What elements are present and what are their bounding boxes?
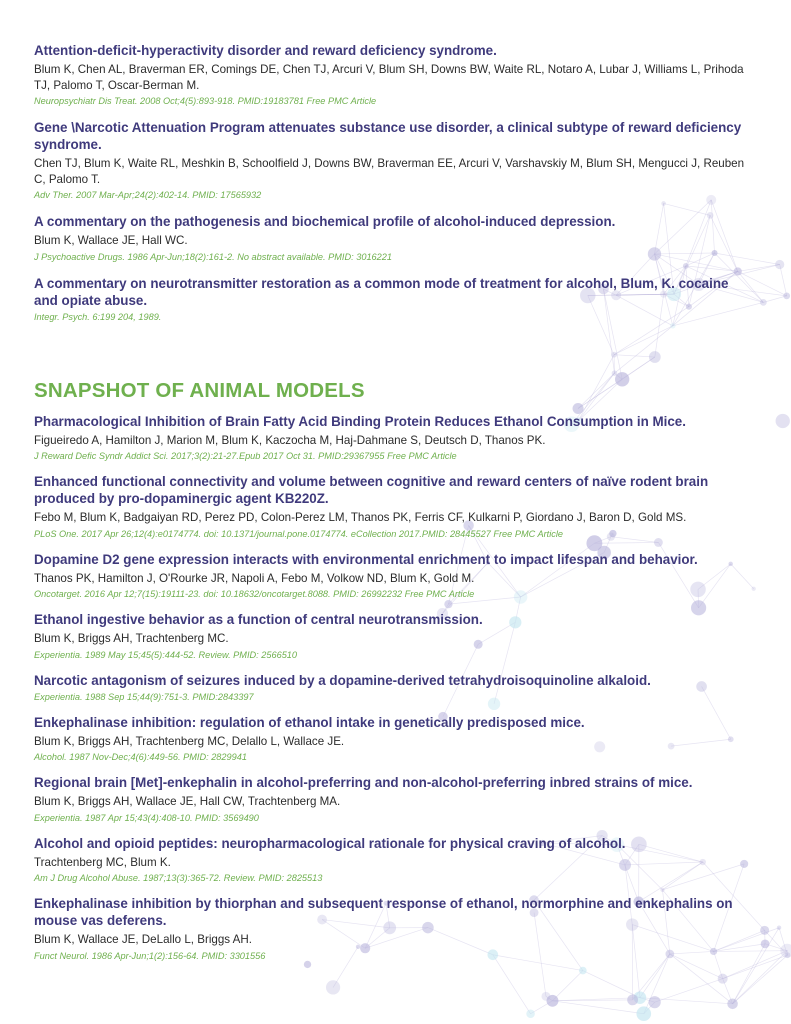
- reference-authors: Blum K, Briggs AH, Trachtenberg MC.: [34, 632, 229, 645]
- reference-entry: [34, 774, 746, 824]
- network-node: [304, 961, 311, 968]
- network-link: [493, 955, 531, 1014]
- reference-citation: Neuropsychiatr Dis Treat. 2008 Oct;4(5):893-918. PMID:19183781 Free PMC Article: [34, 96, 377, 106]
- reference-citation: Oncotarget. 2016 Apr 12;7(15):19111-23. doi: 10.18632/oncotarget.8088. PMID: 26992232 Free PMC Article: [34, 589, 475, 599]
- network-link: [655, 979, 723, 1003]
- network-node: [761, 939, 770, 948]
- network-node: [760, 299, 767, 306]
- network-node: [775, 260, 784, 269]
- network-link: [763, 296, 786, 303]
- reference-list: [34, 42, 746, 962]
- section-heading: SNAPSHOT OF ANIMAL MODELS: [34, 378, 365, 402]
- reference-citation: Experientia. 1987 Apr 15;43(4):408-10. PMID: 3569490: [34, 812, 259, 823]
- reference-authors: Blum K, Wallace JE, DeLallo L, Briggs AH.: [34, 933, 253, 946]
- reference-entry: [34, 714, 746, 764]
- network-link: [552, 971, 582, 1001]
- reference-title: Narcotic antagonism of seizures induced by a dopamine-derived tetrahydroisoquinoline alkaloid.: [34, 672, 651, 688]
- reference-citation: Experientia. 1988 Sep 15;44(9):751-3. PMID:2843397: [34, 691, 254, 702]
- reference-authors: Febo M, Blum K, Badgaiyan RD, Perez PD, Colon-Perez LM, Thanos PK, Ferris CF, Kulkarni P, Giordano J, Baron D, Gold MS.: [34, 511, 687, 524]
- network-node: [526, 1009, 535, 1018]
- reference-citation: Experientia. 1989 May 15;45(5):444-52. Review. PMID: 2566510: [34, 649, 298, 660]
- network-node: [636, 1006, 651, 1021]
- reference-citation: Am J Drug Alcohol Abuse. 1987;13(3):365-72. Review. PMID: 2825513: [34, 873, 323, 883]
- reference-authors: Thanos PK, Hamilton J, O'Rourke JR, Napoli A, Febo M, Volkow ND, Blum K, Gold M.: [34, 571, 475, 585]
- reference-title: Pharmacological Inhibition of Brain Fatty Acid Binding Protein Reduces Ethanol Consumption in Mice.: [34, 413, 686, 429]
- network-node: [760, 926, 769, 935]
- reference-authors: Chen TJ, Blum K, Waite RL, Meshkin B, Schoolfield J, Downs BW, Braverman EE, Arcuri V, Varshavskiy M, Blum SH, Mengucci J, Reuben C, Palomo T.: [34, 157, 745, 186]
- network-node: [776, 414, 790, 428]
- reference-title: A commentary on neurotransmitter restoration as a common mode of treatment for alcohol, Blum, K. cocaine and opiate abuse.: [34, 275, 729, 308]
- network-node: [579, 967, 587, 975]
- network-node: [785, 952, 791, 958]
- reference-entry: [34, 413, 746, 463]
- reference-entry: [34, 213, 746, 263]
- reference-title: Enkephalinase inhibition by thiorphan and subsequent response of ethanol, normorphine and enkephalins on mouse vas deferens.: [34, 896, 733, 928]
- reference-citation: Alcohol. 1987 Nov-Dec;4(6):449-56. PMID: 2829941: [34, 752, 247, 762]
- reference-title: Alcohol and opioid peptides: neuropharmacological rationale for physical craving of alcohol.: [34, 835, 626, 851]
- reference-authors: Blum K, Briggs AH, Trachtenberg MC, Delallo L, Wallace JE.: [34, 734, 345, 748]
- reference-title: Attention-deficit-hyperactivity disorder and reward deficiency syndrome.: [34, 43, 497, 58]
- reference-citation: PLoS One. 2017 Apr 26;12(4):e0174774. doi: 10.1371/journal.pone.0174774. eCollection 2017.PMID: 28445527 Free PMC Article: [34, 528, 563, 539]
- reference-entry: [34, 473, 746, 540]
- network-node: [541, 992, 550, 1001]
- reference-citation: Adv Ther. 2007 Mar-Apr;24(2):402-14. PMID: 17565932: [34, 190, 262, 200]
- reference-section-2: [34, 379, 746, 962]
- reference-section-1: [34, 42, 746, 323]
- network-node: [777, 926, 781, 930]
- reference-title: Enhanced functional connectivity and volume between cognitive and reward centers of naïve rodent brain produced by pro-dopaminergic agent KB220Z.: [34, 474, 709, 506]
- network-node: [752, 587, 756, 591]
- network-link: [583, 971, 640, 998]
- network-link: [552, 1000, 632, 1001]
- reference-citation: Integr. Psych. 6:199 204, 1989.: [34, 311, 162, 322]
- reference-title: Regional brain [Met]-enkephalin in alcohol-preferring and non-alcohol-preferring inbred strains of mice.: [34, 775, 693, 790]
- reference-entry: [34, 611, 746, 661]
- reference-title: Gene \Narcotic Attenuation Program attenuates substance use disorder, a clinical subtype of reward deficiency syndrome.: [34, 120, 742, 152]
- reference-title: Ethanol ingestive behavior as a function of central neurotransmission.: [34, 612, 483, 627]
- reference-citation: J Reward Defic Syndr Addict Sci. 2017;3(2):21-27.Epub 2017 Oct 31. PMID:29367955 Free PMC Article: [34, 451, 457, 461]
- reference-entry: [34, 42, 746, 107]
- reference-title: A commentary on the pathogenesis and biochemical profile of alcohol-induced depression.: [34, 214, 616, 229]
- network-node: [326, 980, 340, 994]
- reference-authors: Figueiredo A, Hamilton J, Marion M, Blum K, Kaczocha M, Haj-Dahmane S, Deutsch D, Thanos PK.: [34, 433, 546, 447]
- reference-entry: [34, 275, 746, 323]
- network-link: [780, 264, 787, 295]
- reference-entry: [34, 672, 746, 703]
- reference-entry: [34, 119, 746, 201]
- network-node: [783, 292, 790, 299]
- network-node: [627, 994, 638, 1005]
- network-node: [649, 996, 661, 1008]
- reference-authors: Blum K, Wallace JE, Hall WC.: [34, 234, 188, 247]
- reference-citation: J Psychoactive Drugs. 1986 Apr-Jun;18(2):161-2. No abstract available. PMID: 3016221: [34, 251, 392, 262]
- reference-entry: [34, 835, 746, 885]
- network-node: [727, 999, 738, 1010]
- reference-authors: Blum K, Chen AL, Braverman ER, Comings DE, Chen TJ, Arcuri V, Blum SH, Downs BW, Waite RL, Notaro A, Lubar J, Williams L, Prihoda TJ, Palomo T, Oscar-Berman M.: [34, 63, 744, 92]
- reference-authors: Trachtenberg MC, Blum K.: [34, 855, 171, 869]
- reference-entry: [34, 895, 746, 962]
- reference-authors: Blum K, Briggs AH, Wallace JE, Hall CW, Trachtenberg MA.: [34, 795, 341, 808]
- reference-title: Dopamine D2 gene expression interacts with environmental enrichment to impact lifespan and behavior.: [34, 551, 698, 567]
- network-node: [718, 974, 728, 984]
- reference-title: Enkephalinase inhibition: regulation of ethanol intake in genetically predisposed mice.: [34, 714, 585, 730]
- reference-entry: [34, 551, 746, 601]
- reference-citation: Funct Neurol. 1986 Apr-Jun;1(2):156-64. PMID: 3301556: [34, 950, 266, 961]
